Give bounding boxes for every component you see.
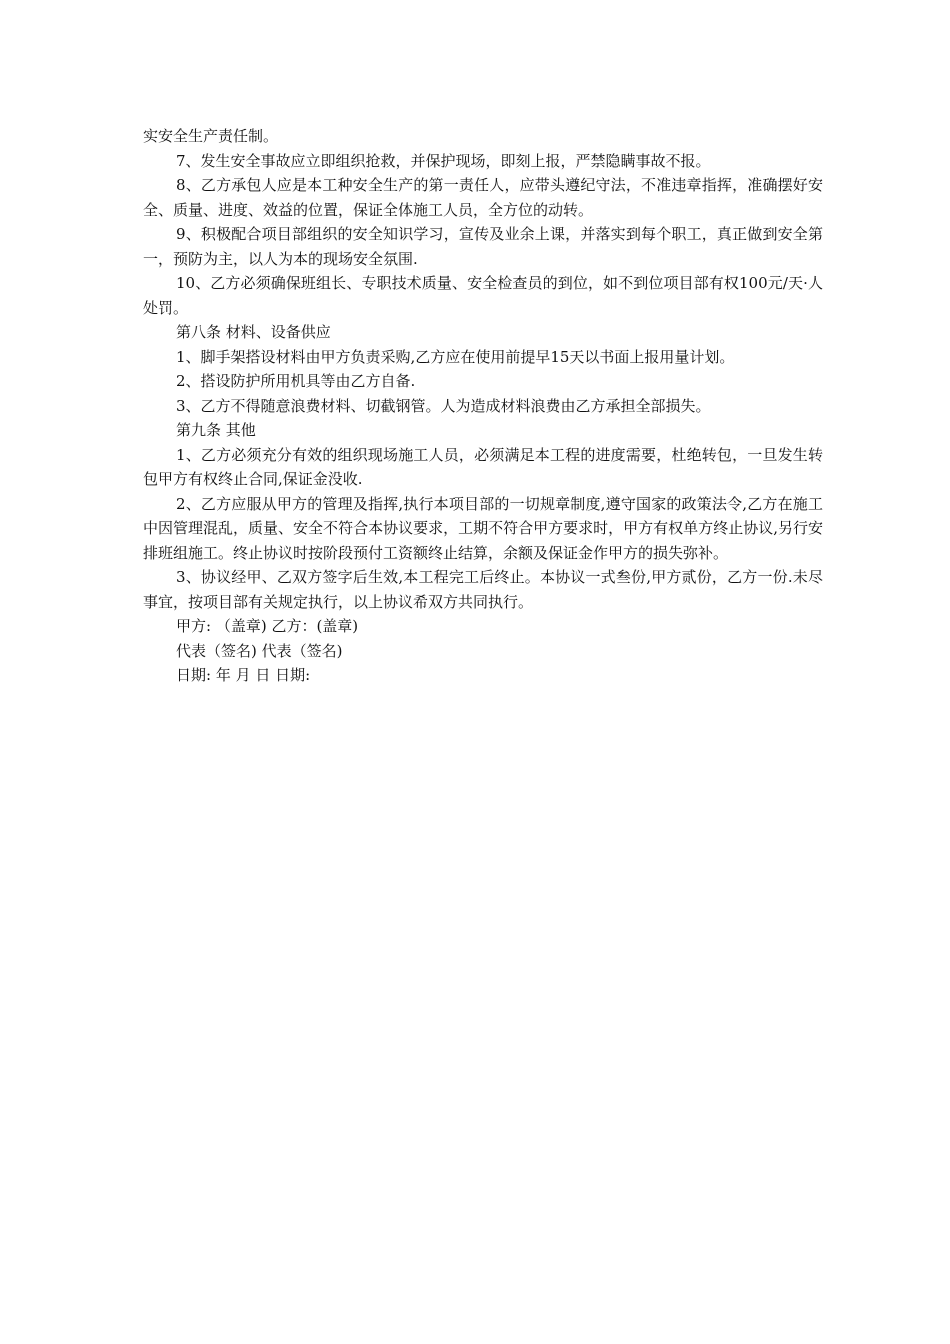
paragraph-article-8-item-2: 2、搭设防护所用机具等由乙方自备. [176,372,416,390]
paragraph-article-9-item-3: 3、协议经甲、乙双方签字后生效,本工程完工后终止。本协议一式叁份,甲方贰份，乙方一份.未尽事宜，按项目部有关规定执行，以上协议希双方共同执行。 [143,568,823,611]
paragraph-article-9-item-1: 1、乙方必须充分有效的组织现场施工人员，必须满足本工程的进度需要，杜绝转包，一旦发生转包甲方有权终止合同,保证金没收. [143,445,823,488]
paragraph-article-9-item-2: 2、乙方应服从甲方的管理及指挥,执行本项目部的一切规章制度,遵守国家的政策法令,乙方在施工中因管理混乱，质量、安全不符合本协议要求，工期不符合甲方要求时，甲方有权单方终止协议,另行安排班组施工。终止协议时按阶段预付工资额终止结算，余额及保证金作甲方的损失弥补。 [143,494,823,562]
paragraph-clause-9: 9、积极配合项目部组织的安全知识学习，宣传及业余上课，并落实到每个职工，真正做到安全第一，预防为主，以人为本的现场安全氛围. [143,225,823,268]
paragraph-clause-7: 7、发生安全事故应立即组织抢救，并保护现场，即刻上报，严禁隐瞒事故不报。 [176,151,711,170]
section-heading-article-8: 第八条 材料、设备供应 [176,323,331,341]
paragraph-article-8-item-3: 3、乙方不得随意浪费材料、切截钢管。人为造成材料浪费由乙方承担全部损失。 [176,396,711,415]
signature-line-seals: 甲方: （盖章) 乙方：(盖章) [176,617,359,635]
section-heading-article-9: 第九条 其他 [176,421,256,439]
paragraph-article-8-item-1: 1、脚手架搭设材料由甲方负责采购,乙方应在使用前提早15天以书面上报用量计划。 [176,347,735,366]
paragraph-responsibility-tail: 实安全生产责任制。 [143,127,279,145]
signature-line-representatives: 代表（签名) 代表（签名) [176,641,343,660]
signature-line-dates: 日期: 年 月 日 日期: [176,666,311,684]
paragraph-clause-8: 8、乙方承包人应是本工种安全生产的第一责任人，应带头遵纪守法，不准违章指挥，准确摆好安全、质量、进度、效益的位置，保证全体施工人员，全方位的动转。 [143,176,823,219]
paragraph-clause-10: 10、乙方必须确保班组长、专职技术质量、安全检查员的到位，如不到位项目部有权100元/天·人处罚。 [143,274,823,317]
document-body [143,124,823,688]
